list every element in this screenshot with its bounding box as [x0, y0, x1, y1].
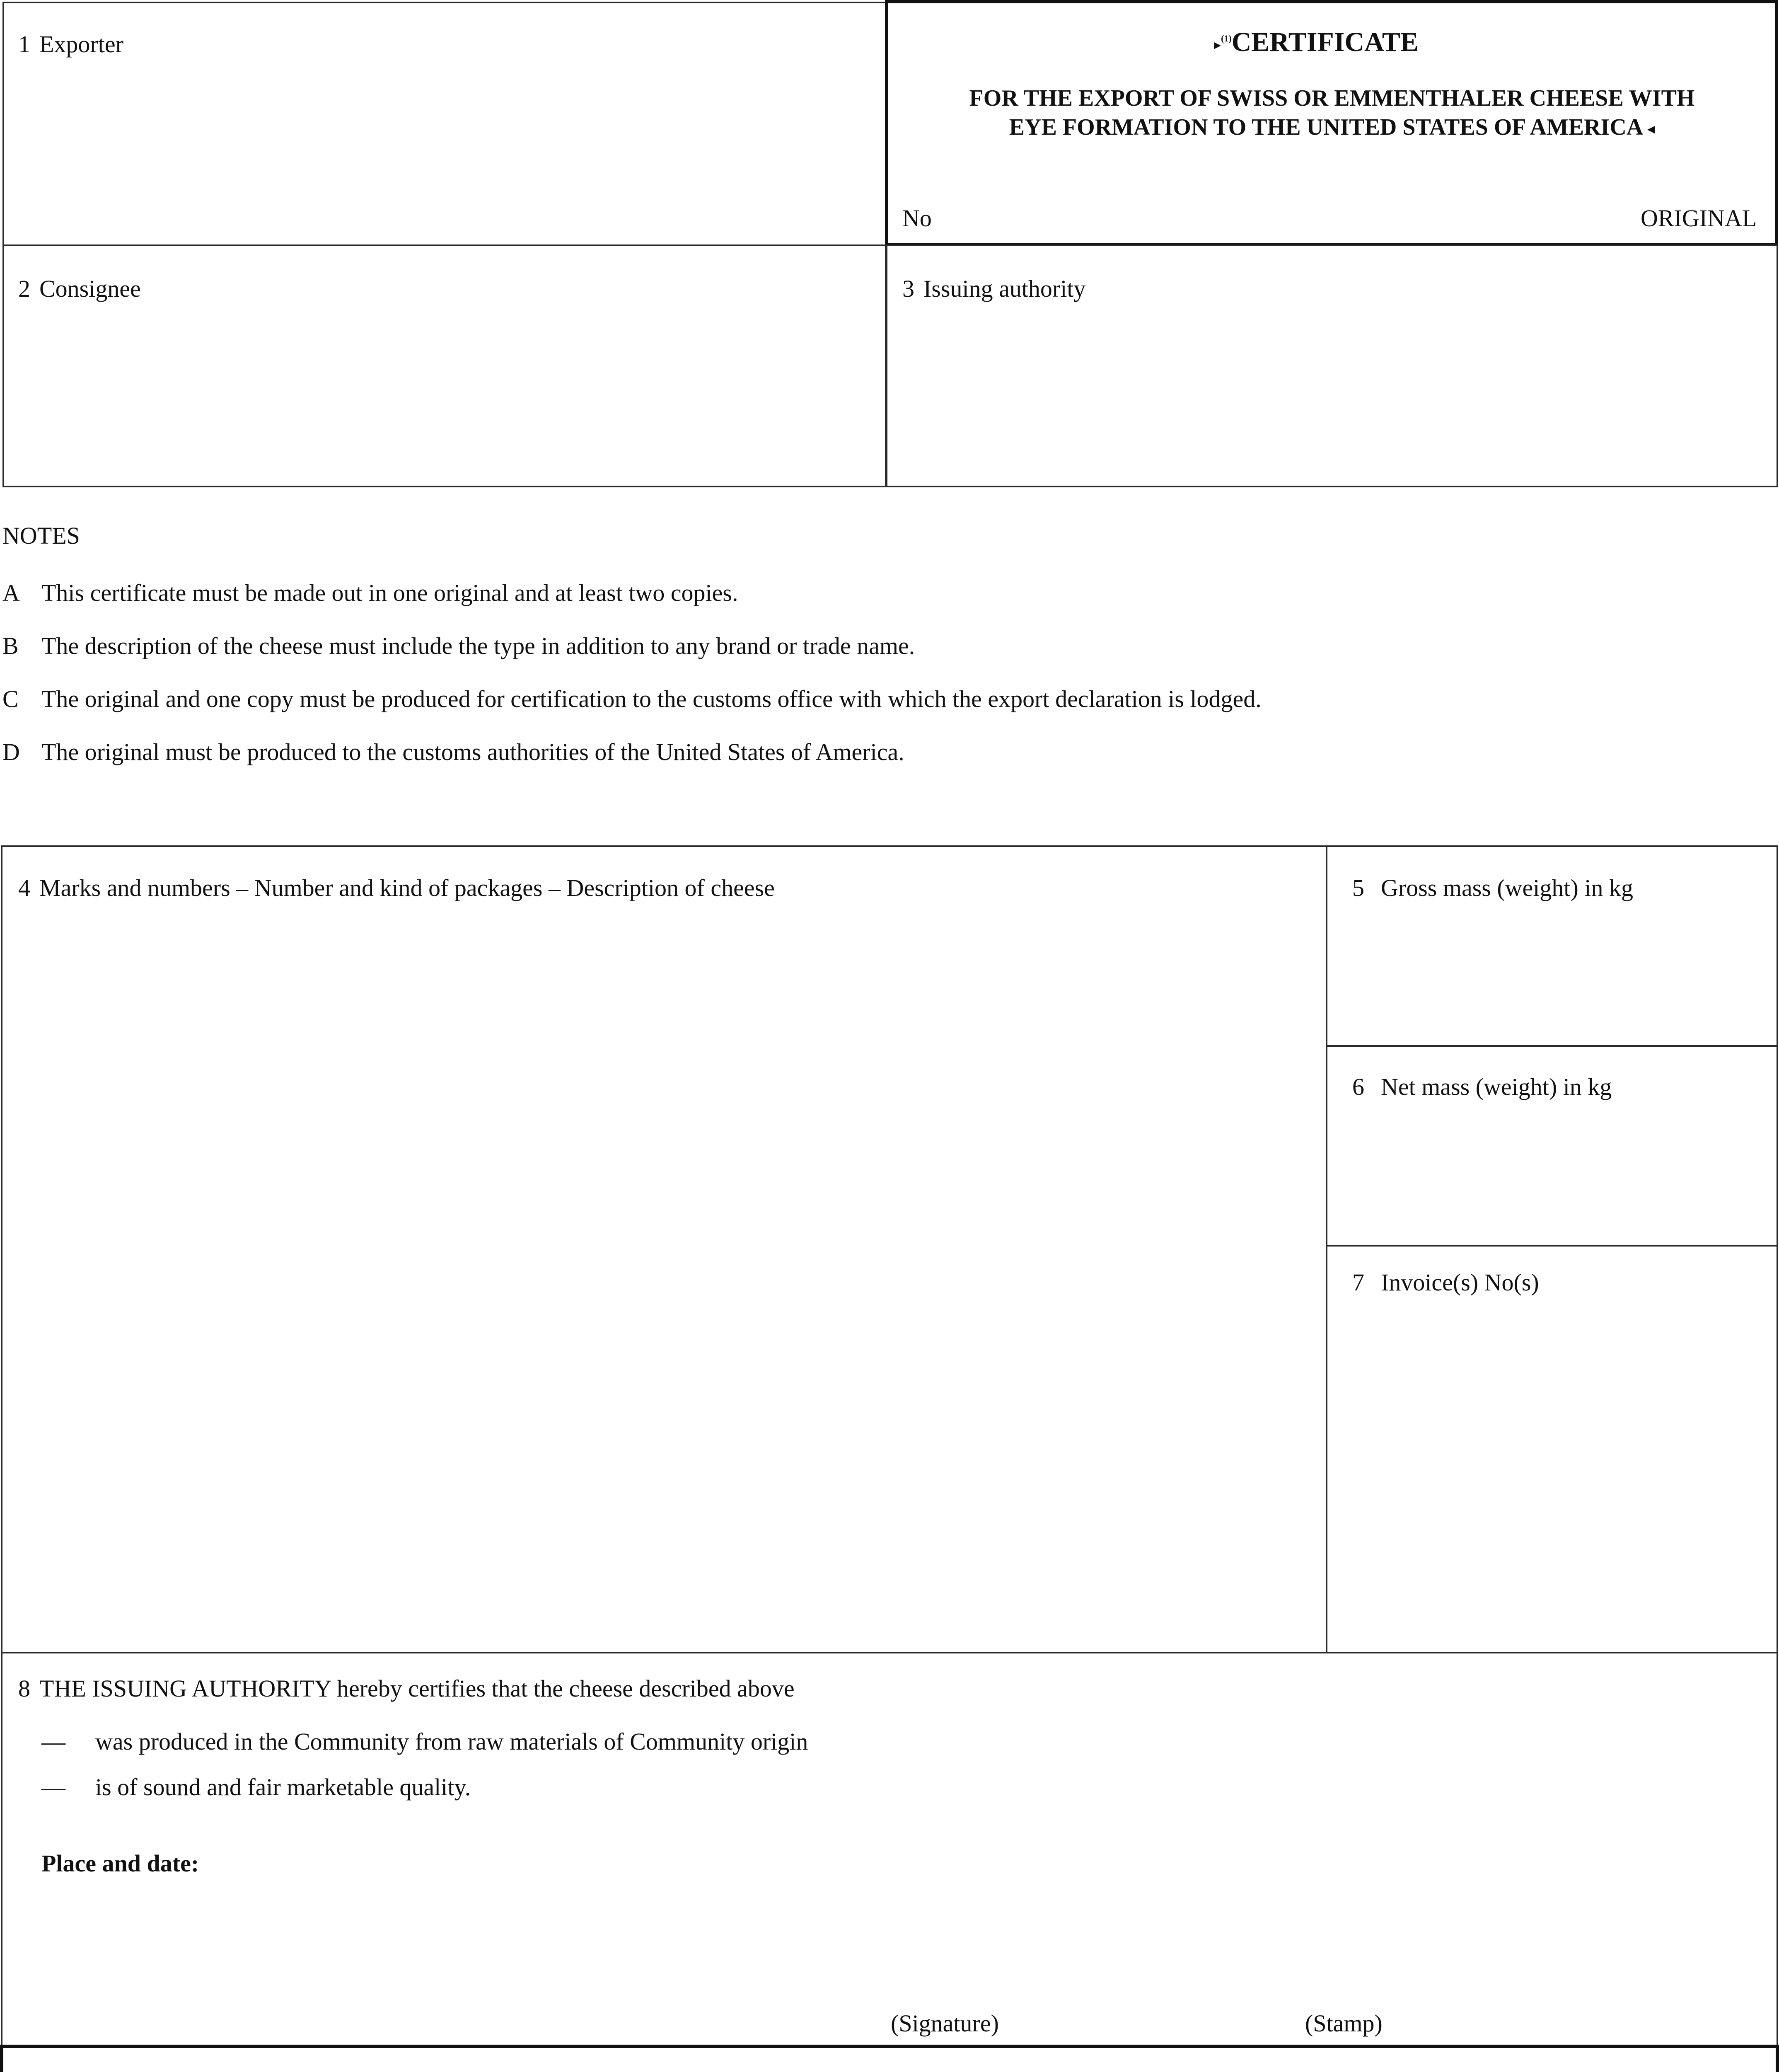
- box-label: Consignee: [39, 275, 141, 302]
- box-label: Exporter: [39, 31, 123, 58]
- gross-mass-label: [1352, 874, 1633, 902]
- signature-label[interactable]: (Signature): [891, 2010, 999, 2037]
- dash: —: [41, 1728, 65, 1755]
- box-number: 1: [18, 31, 30, 58]
- issuing-authority-label: [902, 275, 1085, 303]
- box-issuing-certification[interactable]: [1, 1652, 1778, 2047]
- amendment-open-marker: ▸: [1214, 37, 1221, 53]
- certificate-title-text: CERTIFICATE: [1231, 27, 1419, 57]
- box-number: 2: [18, 275, 30, 302]
- certificate-subtitle-line1: FOR THE EXPORT OF SWISS OR EMMENTHALER CHEESE WITH: [969, 85, 1695, 111]
- certification-bullet: [41, 1728, 808, 1756]
- bullet-text: is of sound and fair marketable quality.: [95, 1774, 471, 1801]
- box-description[interactable]: [2, 847, 1324, 1651]
- box-number: 5: [1352, 874, 1364, 901]
- goods-divider: [1326, 845, 1327, 1652]
- certificate-number-label[interactable]: No: [902, 205, 932, 232]
- note-text: This certificate must be made out in one original and at least two copies.: [41, 579, 738, 606]
- note-letter: B: [2, 632, 19, 659]
- original-label: ORIGINAL: [1641, 205, 1757, 232]
- divider-6-7: [1327, 1245, 1778, 1247]
- certification-bullet: [41, 1774, 471, 1801]
- box-label: Marks and numbers – Number and kind of packages – Description of cheese: [39, 874, 775, 901]
- dash: —: [41, 1774, 65, 1801]
- box-number: 6: [1352, 1073, 1364, 1100]
- note-item: [2, 579, 738, 607]
- box-number: 4: [18, 874, 30, 901]
- box-label: Gross mass (weight) in kg: [1381, 874, 1633, 901]
- notes-heading: NOTES: [2, 522, 80, 549]
- note-letter: C: [2, 685, 19, 712]
- bullet-text: was produced in the Community from raw materials of Community origin: [95, 1728, 808, 1755]
- box-number: 3: [902, 275, 914, 302]
- footnote-ref: (1): [1221, 33, 1232, 44]
- box-label: Net mass (weight) in kg: [1381, 1073, 1612, 1100]
- consignee-label: [18, 275, 141, 303]
- box-label: THE ISSUING AUTHORITY hereby certifies that the cheese described above: [39, 1675, 795, 1702]
- amendment-close-marker: ◂: [1648, 121, 1655, 137]
- place-and-date-label[interactable]: Place and date:: [41, 1850, 199, 1877]
- divider-5-6: [1327, 1045, 1778, 1047]
- note-letter: A: [2, 579, 20, 606]
- note-letter: D: [2, 738, 20, 765]
- exporter-label: [18, 31, 123, 58]
- box-invoice-numbers[interactable]: [1328, 1247, 1777, 1651]
- note-text: The original and one copy must be produced for certification to the customs office with which the export declaration is lodged.: [41, 685, 1262, 712]
- note-item: [2, 738, 904, 766]
- note-text: The original must be produced to the customs authorities of the United States of America.: [41, 738, 904, 765]
- box-customs-certification[interactable]: [0, 2045, 1779, 2072]
- note-text: The description of the cheese must include the type in addition to any brand or trade name.: [41, 632, 915, 659]
- certificate-subtitle-line2: EYE FORMATION TO THE UNITED STATES OF AMERICA: [1009, 114, 1642, 140]
- net-mass-label: [1352, 1073, 1612, 1101]
- certificate-title: [1214, 27, 1419, 58]
- invoice-label: [1352, 1269, 1539, 1297]
- issuing-certification-label: [18, 1675, 795, 1703]
- certificate-subtitle: [895, 84, 1769, 142]
- box-exporter[interactable]: [2, 2, 887, 246]
- note-item: [2, 685, 1262, 713]
- stamp-label[interactable]: (Stamp): [1305, 2010, 1383, 2037]
- box-label: Issuing authority: [923, 275, 1086, 302]
- box-label: Invoice(s) No(s): [1381, 1269, 1539, 1296]
- note-item: [2, 632, 915, 660]
- box-number: 7: [1352, 1269, 1364, 1296]
- box-number: 8: [18, 1675, 30, 1702]
- description-label: [18, 874, 775, 902]
